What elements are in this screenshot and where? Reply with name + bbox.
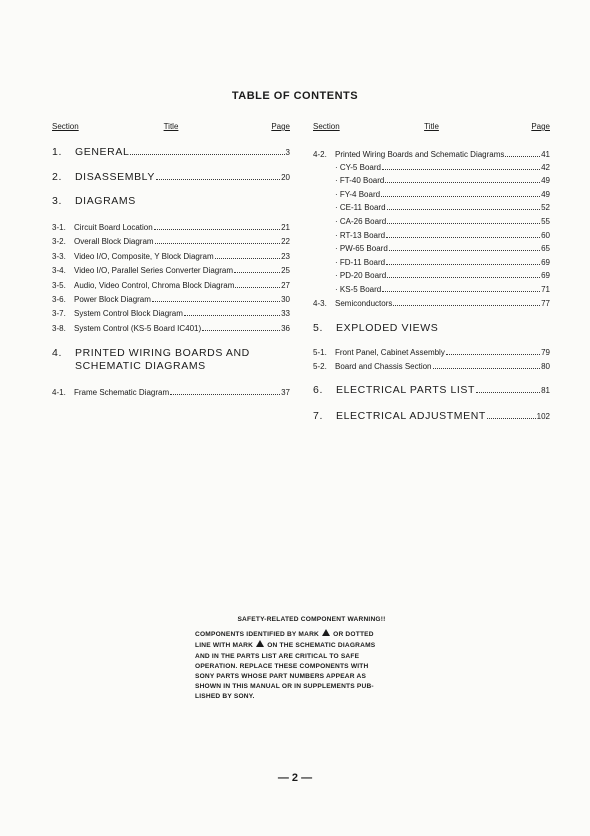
entry-page: 80	[541, 362, 550, 372]
dot-leader	[170, 387, 280, 395]
toc-heading-printed-wiring-boards[interactable]	[52, 347, 290, 373]
toc-entry-3-6[interactable]	[52, 294, 290, 305]
entry-number: 5-2.	[313, 362, 327, 372]
toc-entry-5-2[interactable]	[313, 361, 550, 372]
safety-warning	[195, 615, 420, 703]
dot-leader	[156, 172, 280, 180]
entry-label: DIAGRAMS	[75, 195, 136, 207]
entry-label: Board and Chassis Section	[335, 362, 432, 372]
caution-triangle-icon	[256, 640, 264, 647]
entry-page: 3	[285, 148, 290, 157]
toc-heading-diagrams[interactable]	[52, 195, 290, 208]
dot-leader	[152, 294, 280, 302]
dot-leader	[184, 308, 280, 316]
warning-line: AND IN THE PARTS LIST ARE CRITICAL TO SAFE	[195, 652, 360, 660]
column-header	[313, 122, 550, 134]
entry-page: 23	[281, 251, 290, 261]
entry-number: 4-1.	[52, 387, 66, 397]
entry-page: 25	[281, 266, 290, 276]
dot-leader	[446, 347, 540, 355]
entry-label: Frame Schematic Diagram	[74, 387, 170, 397]
toc-entry-3-8[interactable]	[52, 323, 290, 334]
entry-number: 3-2.	[52, 237, 66, 247]
entry-number: 3-4.	[52, 266, 66, 276]
header-section: Section	[52, 122, 79, 131]
warning-line: OPERATION. REPLACE THESE COMPONENTS WITH	[195, 662, 369, 670]
toc-right-column	[313, 122, 550, 423]
header-title: Title	[424, 122, 439, 131]
entry-page: 21	[281, 223, 290, 232]
entry-label: · CA-26 Board	[335, 217, 387, 227]
entry-page: 77	[541, 298, 550, 308]
toc-board-entry[interactable]	[313, 257, 550, 268]
dot-leader	[386, 230, 540, 238]
toc-left-column	[52, 122, 290, 398]
entry-label: Circuit Board Location	[74, 223, 153, 232]
dot-leader	[234, 265, 280, 273]
dot-leader	[505, 149, 540, 157]
toc-entry-5-1[interactable]	[313, 347, 550, 358]
toc-board-entry[interactable]	[313, 189, 550, 200]
entry-page: 42	[541, 162, 550, 172]
entry-page: 27	[281, 280, 290, 290]
toc-entry-4-1[interactable]	[52, 387, 290, 398]
entry-label: · FD-11 Board	[335, 257, 386, 267]
warning-line	[195, 640, 420, 651]
header-page: Page	[531, 122, 550, 131]
dot-leader	[387, 270, 540, 278]
entry-number: 4-2.	[313, 150, 327, 159]
entry-number: 5-1.	[313, 347, 327, 357]
warning-line: SONY PARTS WHOSE PART NUMBERS APPEAR AS	[195, 673, 367, 681]
entry-page: 102	[536, 412, 550, 422]
dot-leader	[433, 361, 541, 369]
entry-label: Semiconductors	[335, 298, 393, 308]
board-name: CY-5 Board	[339, 162, 381, 172]
entry-number: 6.	[313, 384, 323, 397]
dot-leader	[382, 284, 540, 292]
entry-number: 3-1.	[52, 223, 66, 232]
dot-leader	[389, 243, 540, 251]
toc-entry-3-7[interactable]	[52, 308, 290, 319]
entry-number: 5.	[313, 321, 323, 334]
warning-title: SAFETY-RELATED COMPONENT WARNING!!	[237, 616, 386, 623]
toc-board-entry[interactable]	[313, 175, 550, 186]
toc-entry-3-3[interactable]	[52, 251, 290, 262]
entry-label: · PD-20 Board	[335, 271, 387, 281]
entry-page: 69	[541, 271, 550, 281]
header-page: Page	[271, 122, 290, 131]
dot-leader	[387, 202, 541, 210]
entry-label: Front Panel, Cabinet Assembly	[335, 347, 445, 357]
dot-leader	[215, 251, 280, 259]
entry-number: 4-3.	[313, 298, 327, 308]
board-name: FY-4 Board	[339, 189, 381, 199]
board-name: PD-20 Board	[339, 271, 387, 281]
toc-entry-electrical-parts-list[interactable]	[313, 384, 550, 397]
header-section: Section	[313, 122, 340, 131]
board-name: FT-40 Board	[339, 176, 385, 186]
entry-label: Video I/O, Composite, Y Block Diagram	[74, 251, 214, 261]
toc-board-entry[interactable]	[313, 243, 550, 254]
dot-leader	[387, 216, 540, 224]
dot-leader	[382, 162, 540, 170]
entry-number: 3-8.	[52, 323, 66, 333]
warning-line: LISHED BY SONY.	[195, 693, 255, 701]
caution-triangle-icon	[322, 629, 330, 636]
warning-text: LINE WITH MARK	[195, 642, 254, 650]
entry-label: Printed Wiring Boards and Schematic Diagrams	[335, 150, 505, 159]
toc-board-entry[interactable]	[313, 216, 550, 227]
entry-page: 55	[541, 217, 550, 227]
warning-text: OR DOTTED	[333, 631, 374, 639]
entry-label: ELECTRICAL ADJUSTMENT	[336, 410, 486, 423]
warning-text: COMPONENTS IDENTIFIED BY MARK	[195, 631, 320, 639]
toc-entry-electrical-adjustment[interactable]	[313, 410, 550, 423]
section-3-list	[52, 222, 290, 334]
entry-label: Overall Block Diagram	[74, 237, 154, 247]
entry-label: DISASSEMBLY	[75, 171, 155, 183]
toc-board-entry[interactable]	[313, 284, 550, 295]
entry-label: Audio, Video Control, Chroma Block Diagram	[74, 280, 235, 290]
entry-page: 49	[541, 176, 550, 186]
entry-number: 3-3.	[52, 251, 66, 261]
entry-label: Power Block Diagram	[74, 294, 151, 304]
entry-label: · FY-4 Board	[335, 189, 381, 199]
dot-leader	[202, 323, 280, 331]
entry-label: System Control Block Diagram	[74, 309, 183, 319]
toc-entry-3-1[interactable]	[52, 222, 290, 233]
toc-board-entry[interactable]	[313, 202, 550, 213]
dot-leader	[154, 222, 280, 230]
warning-line	[195, 629, 420, 640]
entry-label-line-2: SCHEMATIC DIAGRAMS	[75, 359, 206, 372]
board-list	[313, 162, 550, 295]
toc-entry-4-3[interactable]	[313, 298, 550, 309]
dot-leader	[393, 298, 540, 306]
dot-leader	[476, 385, 540, 393]
board-name: PW-65 Board	[339, 244, 388, 254]
entry-number: 3-7.	[52, 309, 66, 319]
toc-entry-3-5[interactable]	[52, 280, 290, 291]
toc-entry-4-2[interactable]	[313, 149, 550, 160]
entry-page: 22	[281, 237, 290, 247]
entry-label: · CE-11 Board	[335, 203, 386, 213]
toc-board-entry[interactable]	[313, 270, 550, 281]
dot-leader	[155, 236, 281, 244]
indent-spacer	[52, 360, 75, 373]
entry-page: 37	[281, 387, 290, 397]
entry-number: 3.	[52, 195, 62, 207]
entry-number: 3-5.	[52, 280, 66, 290]
entry-label: · RT-13 Board	[335, 230, 386, 240]
entry-number: 2.	[52, 171, 62, 183]
page-title: TABLE OF CONTENTS	[231, 90, 359, 102]
entry-number: 4.	[52, 346, 62, 359]
entry-page: 20	[281, 173, 290, 182]
toc-board-entry[interactable]	[313, 162, 550, 173]
entry-page: 65	[541, 244, 550, 254]
board-name: RT-13 Board	[339, 230, 386, 240]
board-name: CE-11 Board	[339, 203, 386, 213]
dot-leader	[235, 280, 280, 288]
dot-leader	[385, 175, 540, 183]
entry-label: · CY-5 Board	[335, 162, 381, 172]
entry-label: GENERAL	[75, 146, 130, 158]
entry-label: · KS-5 Board	[335, 285, 382, 295]
toc-entry-3-4[interactable]	[52, 265, 290, 276]
warning-line: SHOWN IN THIS MANUAL OR IN SUPPLEMENTS PUB-	[195, 683, 374, 691]
entry-number: 3-6.	[52, 294, 66, 304]
entry-page: 79	[541, 347, 550, 357]
entry-label: EXPLODED VIEWS	[336, 321, 439, 334]
board-name: CA-26 Board	[339, 217, 387, 227]
dot-leader	[381, 189, 540, 197]
entry-label: · FT-40 Board	[335, 176, 385, 186]
dot-leader	[386, 257, 540, 265]
header-title: Title	[163, 122, 179, 131]
entry-label: ELECTRICAL PARTS LIST	[336, 384, 476, 397]
entry-page: 41	[541, 150, 550, 159]
entry-page: 71	[541, 285, 550, 295]
entry-label: System Control (KS-5 Board IC401)	[74, 323, 202, 333]
toc-entry-general[interactable]	[52, 146, 290, 159]
toc-heading-exploded-views[interactable]	[313, 322, 550, 335]
entry-page: 49	[541, 189, 550, 199]
entry-number: 1.	[52, 146, 62, 158]
toc-entry-3-2[interactable]	[52, 236, 290, 247]
entry-page: 36	[281, 323, 290, 333]
entry-page: 69	[541, 257, 550, 267]
warning-text: ON THE SCHEMATIC DIAGRAMS	[267, 642, 376, 650]
page-number: — 2 —	[277, 772, 313, 784]
entry-page: 33	[281, 309, 290, 319]
toc-entry-disassembly[interactable]	[52, 171, 290, 184]
entry-label: Video I/O, Parallel Series Converter Diagram	[74, 266, 234, 276]
entry-label-line-1: PRINTED WIRING BOARDS AND	[75, 346, 250, 359]
board-name: KS-5 Board	[339, 285, 382, 295]
entry-number: 7.	[313, 410, 323, 423]
board-name: FD-11 Board	[339, 257, 386, 267]
entry-page: 60	[541, 230, 550, 240]
entry-page: 30	[281, 294, 290, 304]
column-header	[52, 122, 290, 134]
dot-leader	[487, 411, 536, 419]
dot-leader	[130, 147, 284, 155]
toc-board-entry[interactable]	[313, 230, 550, 241]
entry-page: 52	[541, 203, 550, 213]
entry-label: · PW-65 Board	[335, 244, 388, 254]
entry-page: 81	[541, 386, 550, 396]
